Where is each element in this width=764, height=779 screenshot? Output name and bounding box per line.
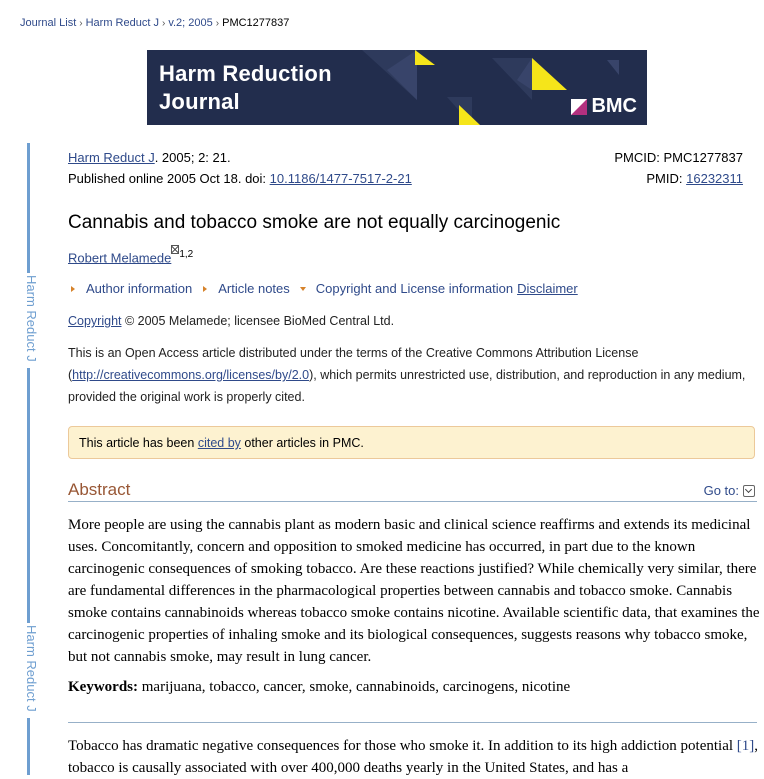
chevron-down-icon[interactable] (743, 485, 755, 497)
sidebar-journal-label[interactable]: Harm Reduct J (24, 625, 39, 712)
article-notes-toggle[interactable] (200, 281, 290, 296)
copyright-line (68, 314, 394, 328)
abstract-section-header (68, 480, 757, 502)
copyright-link[interactable]: Copyright (68, 314, 122, 328)
license-part2: ), which permits unrestricted use, distribution, and reproduction in any medium, provided the original work is properly cited. (68, 368, 746, 404)
keywords-label: Keywords: (68, 679, 138, 695)
expand-arrow-icon (203, 286, 207, 292)
breadcrumb (20, 17, 289, 29)
keywords (68, 679, 570, 696)
breadcrumb-separator: › (79, 18, 83, 29)
breadcrumb-separator: › (215, 18, 220, 29)
bmc-logo (571, 95, 637, 118)
intro-paragraph (68, 735, 760, 779)
bmc-mark-icon (571, 99, 587, 115)
section-divider (68, 722, 757, 723)
journal-banner[interactable] (147, 50, 647, 125)
pmid-label: PMID: (646, 171, 687, 186)
identifiers-block (614, 147, 743, 189)
keywords-list: marijuana, tobacco, cancer, smoke, cannabinoids, carcinogens, nicotine (138, 679, 571, 695)
author-information-toggle[interactable] (68, 281, 192, 296)
copyright-text: © 2005 Melamede; licensee BioMed Central Ltd. (121, 314, 395, 328)
sidebar-rail (27, 143, 30, 273)
breadcrumb-separator: › (161, 18, 166, 29)
abstract-heading: Abstract (68, 480, 131, 499)
copyright-license-toggle[interactable] (298, 281, 513, 296)
license-url-link[interactable]: http://creativecommons.org/licenses/by/2.0 (72, 368, 310, 382)
breadcrumb-journal[interactable]: Harm Reduct J (85, 17, 159, 29)
abstract-text: More people are using the cannabis plant as modern basic and clinical science reaffirms and extends its medicinal uses. Concomitantly, concern and opposition to smoked medicine has occurred, in part due to the known carcinogenic consequences of smoking tobacco. Are these reactions justified? While chemically very similar, there are fundamental differences in the pharmacological properties between cannabis and tobacco smoke. Cannabis smoke contains cannabinoids whereas tobacco smoke contains nicotine. Available scientific data, that examines the carcinogenic properties of inhaling smoke and its biological consequences, suggests reasons why tobacco smoke, but not cannabis smoke, may result in lung cancer. (68, 517, 760, 665)
cited-by-link[interactable]: cited by (197, 436, 241, 450)
license-text (68, 342, 758, 408)
pmid-link[interactable]: 16232311 (686, 171, 743, 186)
cited-by-suffix: other articles in PMC. (240, 436, 364, 450)
sidebar-rail (27, 368, 30, 623)
goto-label: Go to: (703, 483, 739, 498)
citation-volume: . 2005; 2: 21. (154, 150, 231, 165)
citation-block (68, 147, 412, 189)
collapse-arrow-icon (300, 287, 306, 291)
intro-text: Tobacco has dramatic negative consequences for those who smoke it. In addition to its high addiction potential (68, 738, 737, 754)
article-info-toggles (68, 281, 578, 296)
author-affiliation-refs: 1,2 (179, 249, 194, 260)
pmcid: PMCID: PMC1277837 (614, 150, 743, 165)
breadcrumb-journal-list[interactable]: Journal List (20, 17, 77, 29)
banner-title (159, 60, 332, 116)
cited-by-notice (68, 426, 755, 459)
author-link[interactable]: Robert Melamede (68, 250, 172, 266)
cited-by-prefix: This article has been (79, 436, 198, 450)
author-list (68, 249, 193, 265)
expand-arrow-icon (71, 286, 75, 292)
journal-link[interactable]: Harm Reduct J (68, 150, 155, 165)
reference-link[interactable]: [1] (736, 738, 755, 754)
breadcrumb-current: PMC1277837 (222, 17, 290, 29)
banner-title-line1: Harm Reduction (159, 61, 332, 86)
breadcrumb-volume[interactable]: v.2; 2005 (168, 17, 213, 29)
email-icon[interactable] (171, 245, 179, 254)
doi-link[interactable]: 10.1186/1477-7517-2-21 (269, 171, 412, 186)
banner-title-line2: Journal (159, 89, 240, 114)
toggle-label: Copyright and License information (315, 281, 514, 296)
sidebar-rail (27, 718, 30, 775)
toggle-label: Author information (86, 281, 193, 296)
goto-menu[interactable] (704, 483, 755, 498)
published-date: Published online 2005 Oct 18. doi: (68, 171, 270, 186)
license-part1: This is an Open Access article distributed under the terms of the Creative Commons Attribution License ( (68, 346, 639, 382)
sidebar-journal-label[interactable]: Harm Reduct J (24, 275, 39, 362)
bmc-text: BMC (591, 95, 637, 117)
toggle-label: Article notes (218, 281, 290, 296)
article-title: Cannabis and tobacco smoke are not equally carcinogenic (68, 212, 561, 233)
disclaimer-link[interactable]: Disclaimer (517, 281, 578, 296)
intro-text: , tobacco is causally associated with over 400,000 deaths yearly in the United States, and has a (68, 738, 759, 776)
